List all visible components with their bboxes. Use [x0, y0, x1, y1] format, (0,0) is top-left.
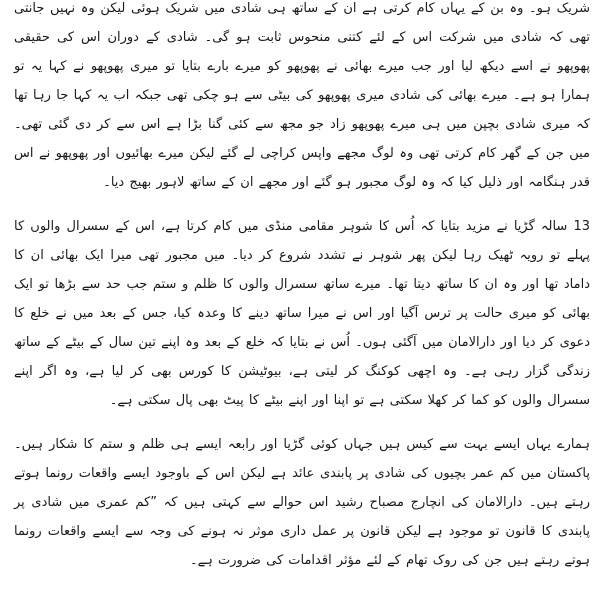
article-paragraph-3: ہمارے یہاں ایسے بہت سے کیس ہیں جہاں کوئی گڑیا اور رابعہ ایسے ہی ظلم و ستم کا شکار ہیں۔ پاکستان میں کم عمر بچیوں کی شادی پر پابندی عائد ہے لیکن اس کے باوجود ایسے واقعات رونما ہوتے رہتے ہیں۔ دارالامان کی انچارج مصباح رشید اس حوالے سے کہتی ہیں کہ ”کم عمری میں شادی پر پابندی کا قانون تو موجود ہے لیکن قانون پر عمل داری موثر نہ ہونے کی وجہ سے ایسے واقعات رونما ہوتے رہتے ہیں جن کی روک تھام کے لئے مؤثر اقدامات کی ضرورت ہے۔: [14, 437, 590, 568]
article-paragraph-1: شریک ہو۔ وہ بن کے یہاں کام کرتی ہے ان کے ساتھ ہی شادی میں شریک ہوئی لیکن وہ نہیں جانتی تھی کہ شادی میں شرکت اس کے لئے کتنی منحوس ثابت ہو گی۔ شادی کے دوران اس کی حقیقی پھوپھو نے اسے دیکھ لیا اور جب میرے بھائی نے پھوپھو کو میرے بارے بتایا تو میری پھوپھو نے کہا یہ تو ہمارا ہو ہے۔ میرے بھائی کی شادی میری پھوپھو کی بیٹی سے ہو چکی تھی جبکہ اب یہ کہا جا رہا تھا کہ میری شادی بچپن میں ہی میرے پھوپھو زاد جو مجھ سے کئی گنا بڑا ہے اس سے کر دی گئی تھی۔ میں جن کے گھر کام کرتی تھی وہ لوگ مجھے واپس کراچی لے گئے لیکن میرے بھائیوں اور پھوپھو نے اس قدر ہنگامہ اور ذلیل کیا کہ وہ لوگ مجبور ہو گئے اور مجھے ان کے ساتھ لاہور بھیج دیا۔: [14, 1, 590, 190]
article-paragraph-2: 13 سالہ گڑیا نے مزید بتایا کہ اُس کا شوہر مقامی منڈی میں کام کرتا ہے، اس کے سسرال والوں کا پہلے تو رویہ ٹھیک رہا لیکن پھر شوہر نے تشدد شروع کر دیا۔ میں مجبور تھی میرا ایک بھائی ان کا داماد تھا اور وہ ان کا ساتھ دیتا تھا۔ میرے ساتھ سسرال والوں کا ظلم و ستم جب حد سے بڑھا تو ایک بھائی کو میری حالت پر ترس آگیا اور اس نے میرا ساتھ دینے کا وعدہ کیا، جس کے بعد میں نے خلع کا دعوی کر دیا اور دارالامان میں آگئی ہوں۔ اُس نے بتایا کہ خلع کے بعد وہ اپنے تین سال کے بیٹے کے ساتھ زندگی گزار رہی ہے۔ وہ اچھی کوکنگ کر لیتی ہے، بیوٹیشن کا کورس بھی کر لیا ہے، وہ اگر اپنے سسرال والوں کو کما کر کھلا سکتی ہے تو اپنا اور اپنے بیٹے کا پیٹ بھی پال سکتی ہے۔: [14, 219, 590, 408]
